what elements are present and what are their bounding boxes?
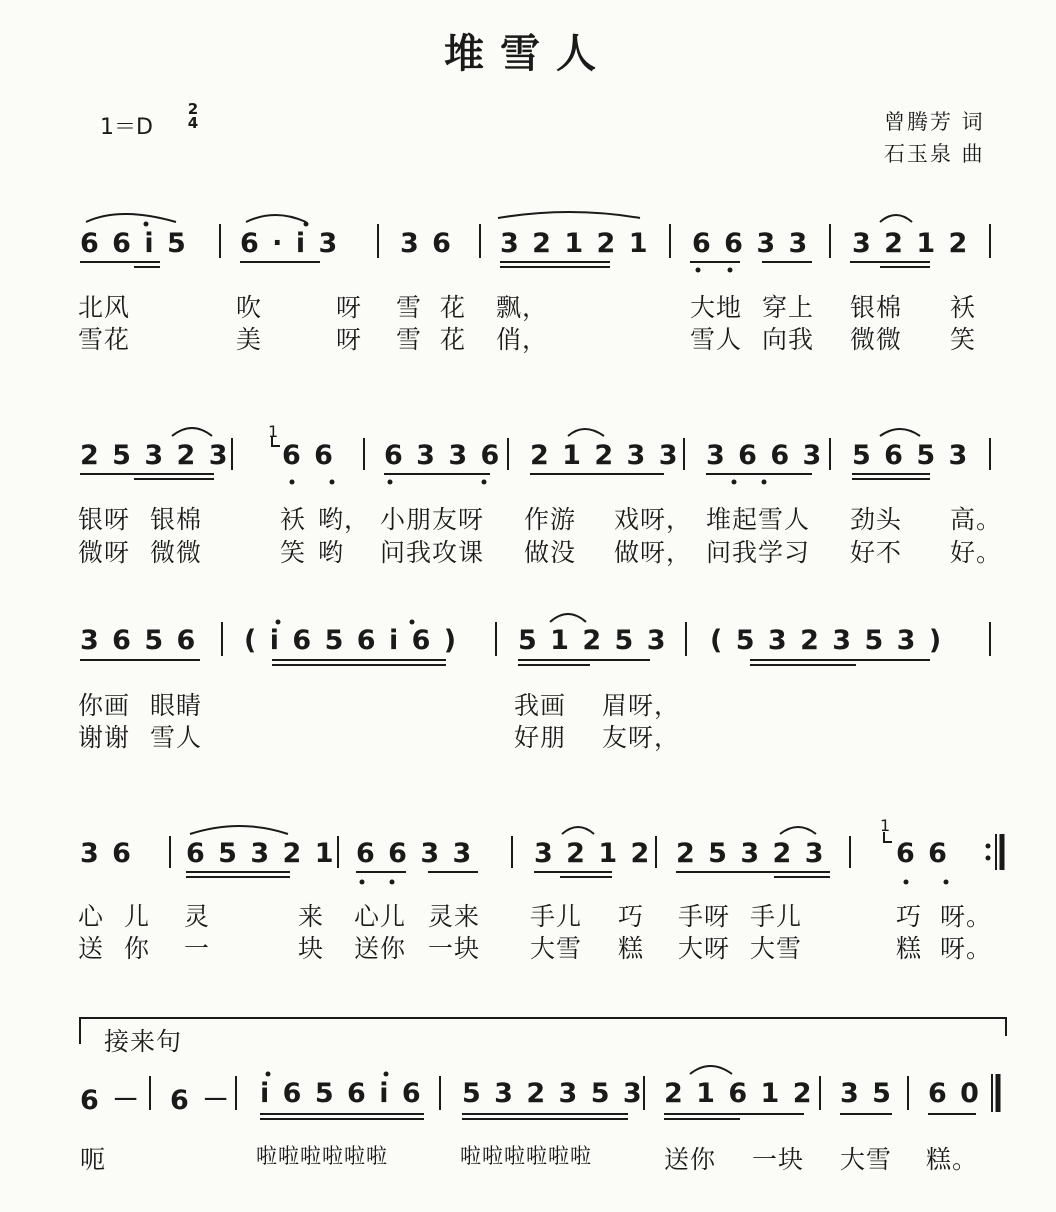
row1-lyric1-w4: 雪 <box>396 293 423 322</box>
slur <box>690 1066 732 1074</box>
row3-lyric2-w1: 谢谢 <box>78 723 131 752</box>
row3-measure3: 5 1 2 5 3 <box>518 625 668 656</box>
row2-lyric2-w10: 好。 <box>950 538 1003 567</box>
composer-credit: 石玉泉 曲 <box>884 142 985 166</box>
row2-lyric2-w4: 哟 <box>318 538 345 567</box>
row4-lyric2-w7: 大雪 <box>530 934 583 963</box>
row1-lyric2-w2: 美 <box>236 325 263 354</box>
row2-lyric2-w6: 做没 <box>524 538 577 567</box>
row5-measure1: 6 － <box>80 1085 142 1116</box>
slur <box>568 429 604 436</box>
grace-note-1: 1 <box>268 422 279 441</box>
row4-lyric1-w5: 心儿 <box>354 902 407 931</box>
time-signature-bottom: 4 <box>187 114 199 132</box>
slur <box>550 614 586 622</box>
row3-measure1: 3 6 5 6 <box>80 625 198 656</box>
low-octave-dot <box>330 480 335 485</box>
row1-lyric2-w8: 向我 <box>762 325 815 354</box>
row3-lyric1-w1: 你画 <box>78 691 131 720</box>
row3-measure4: ( 5 3 2 3 5 3 ) <box>710 625 944 656</box>
row2-measure1: 2 5 3 2 3 <box>80 440 230 471</box>
row2-measure2: 6 6 <box>282 440 335 471</box>
row4-lyric1-w9: 手呀 <box>678 902 731 931</box>
row4-measure1: 3 6 <box>80 838 133 869</box>
row1-lyric2-w10: 笑 <box>950 325 977 354</box>
octave-dot <box>144 222 149 227</box>
row2-lyric1-w7: 戏呀， <box>614 505 693 534</box>
low-octave-dot <box>290 480 295 485</box>
row3-lyric2-w2: 雪人 <box>150 723 203 752</box>
low-octave-dot <box>360 880 365 885</box>
row1-lyric2-w9: 微微 <box>850 325 903 354</box>
ending-bracket <box>80 1018 1006 1044</box>
row2-lyric2-w3: 笑 <box>280 538 307 567</box>
octave-dot <box>384 1072 389 1077</box>
row4-lyric2-w2: 你 <box>124 934 151 963</box>
row1-measure2: 6 · i 3 <box>240 228 340 259</box>
low-octave-dot <box>732 480 737 485</box>
row5-lyric-w4: 送你 <box>664 1145 717 1174</box>
row1-lyric1-w6: 飘， <box>496 293 549 322</box>
row4-lyric2-w8: 糕 <box>618 934 645 963</box>
row2-lyric1-w3: 袄 <box>280 505 307 534</box>
row2-lyric1-w1: 银呀 <box>78 505 131 534</box>
low-octave-dot <box>388 480 393 485</box>
row4-lyric1-w10: 手儿 <box>750 902 803 931</box>
slur <box>86 214 176 222</box>
low-octave-dot <box>944 880 949 885</box>
row4-lyric1-w12: 呀。 <box>940 902 993 931</box>
row1-lyric2-w6: 俏， <box>496 325 549 354</box>
song-title: 堆雪人 <box>444 30 612 77</box>
row1-lyric2-w1: 雪花 <box>78 325 131 354</box>
row2-measure4: 2 1 2 3 3 <box>530 440 680 471</box>
row5-lyric-w2: 啦啦啦啦啦啦 <box>256 1144 388 1168</box>
row2-measure5: 3 6 6 3 <box>706 440 824 471</box>
row4-measure2: 6 5 3 2 1 <box>186 838 336 869</box>
row4-lyric2-w1: 送 <box>78 934 105 963</box>
row1-lyric1-w9: 银棉 <box>850 293 903 322</box>
row4-lyric2-w3: 一 <box>184 934 211 963</box>
row5-measure5: 2 1 6 1 2 <box>664 1078 814 1109</box>
row5-lyric-w5: 一块 <box>752 1145 805 1174</box>
row3-lyric2-w4: 友呀， <box>602 723 681 752</box>
low-octave-dot <box>390 880 395 885</box>
ending-label: 接来句 <box>104 1027 183 1056</box>
row1-lyric2-w4: 雪 <box>396 325 423 354</box>
octave-dot <box>304 222 309 227</box>
row4-lyric1-w6: 灵来 <box>428 902 481 931</box>
row2-lyric1-w6: 作游 <box>524 505 577 534</box>
slur <box>246 215 306 222</box>
slur <box>190 826 288 834</box>
low-octave-dot <box>696 268 701 273</box>
row5-measure6: 3 5 <box>840 1078 893 1109</box>
row5-measure7: 6 0 <box>928 1078 981 1109</box>
slur <box>780 827 816 834</box>
row3-lyric1-w2: 眼睛 <box>150 691 203 720</box>
row1-measure5: 6 6 3 3 <box>692 228 810 259</box>
row3-lyric1-w3: 我画 <box>514 691 567 720</box>
octave-dot <box>410 620 415 625</box>
row2-lyric1-w9: 劲头 <box>850 505 903 534</box>
row4-lyric1-w1: 心 <box>78 902 105 931</box>
key-signature: 1＝D <box>100 115 153 140</box>
slur <box>172 428 212 436</box>
row2-lyric1-w10: 高。 <box>950 505 1003 534</box>
row3-lyric2-w3: 好朋 <box>514 723 567 752</box>
row4-lyric2-w9: 大呀 <box>678 934 731 963</box>
row2-lyric2-w9: 好不 <box>850 538 903 567</box>
row1-lyric2-w7: 雪人 <box>690 325 743 354</box>
row4-lyric1-w7: 手儿 <box>530 902 583 931</box>
row5-lyric-w3: 啦啦啦啦啦啦 <box>460 1144 592 1168</box>
row3-lyric1-w4: 眉呀， <box>602 691 681 720</box>
row2-lyric1-w2: 银棉 <box>150 505 203 534</box>
grace-note-2: 1 <box>880 816 891 835</box>
row4-lyric1-w11: 巧 <box>896 902 923 931</box>
octave-dot <box>266 1072 271 1077</box>
row4-lyric1-w3: 灵 <box>184 902 211 931</box>
row4-measure5: 2 5 3 2 3 <box>676 838 826 869</box>
row1-lyric1-w2: 吹 <box>236 293 263 322</box>
row1-lyric2-w3: 呀 <box>336 325 363 354</box>
slur <box>880 215 912 222</box>
row2-lyric2-w7: 做呀， <box>614 538 693 567</box>
repeat-dot <box>986 856 991 861</box>
row4-lyric1-w8: 巧 <box>618 902 645 931</box>
row1-lyric1-w8: 穿上 <box>762 293 815 322</box>
row4-lyric2-w12: 呀。 <box>940 934 993 963</box>
row2-lyric2-w2: 微微 <box>150 538 203 567</box>
row4-measure3: 6 6 3 3 <box>356 838 474 869</box>
row3-measure2: ( i 6 5 6 i 6 ) <box>244 625 459 656</box>
row4-lyric2-w4: 块 <box>298 934 325 963</box>
row2-lyric1-w8: 堆起雪人 <box>706 505 811 534</box>
row1-lyric1-w1: 北风 <box>78 293 131 322</box>
row5-lyric-w6: 大雪 <box>840 1145 893 1174</box>
row4-measure4: 3 2 1 2 <box>534 838 652 869</box>
row5-measure4: 5 3 2 3 5 3 <box>462 1078 644 1109</box>
slur <box>562 827 594 834</box>
row1-lyric2-w5: 花 <box>440 325 467 354</box>
low-octave-dot <box>728 268 733 273</box>
repeat-dot <box>986 844 991 849</box>
row4-lyric1-w2: 儿 <box>124 902 151 931</box>
row2-measure6: 5 6 5 3 <box>852 440 970 471</box>
row1-measure1: 6 6 i 5 <box>80 228 188 259</box>
row1-measure6: 3 2 1 2 <box>852 228 970 259</box>
row5-measure2: 6 － <box>170 1085 232 1116</box>
row1-lyric1-w3: 呀 <box>336 293 363 322</box>
row5-lyric-w7: 糕。 <box>926 1145 979 1174</box>
row2-lyric2-w8: 问我学习 <box>706 538 811 567</box>
slur <box>498 212 640 218</box>
low-octave-dot <box>762 480 767 485</box>
row1-measure3: 3 6 <box>400 228 453 259</box>
slur <box>880 429 920 436</box>
lyricist-credit: 曾腾芳 词 <box>884 110 985 134</box>
octave-dot <box>276 620 281 625</box>
row5-measure3: i 6 5 6 i 6 <box>260 1078 423 1109</box>
row1-lyric1-w10: 袄 <box>950 293 977 322</box>
row4-lyric2-w5: 送你 <box>354 934 407 963</box>
row1-lyric1-w7: 大地 <box>690 293 743 322</box>
row4-lyric2-w6: 一块 <box>428 934 481 963</box>
row2-lyric1-w5: 小朋友呀 <box>380 505 485 534</box>
row2-lyric2-w1: 微呀 <box>78 538 131 567</box>
row1-lyric1-w5: 花 <box>440 293 467 322</box>
row1-measure4: 3 2 1 2 1 <box>500 228 650 259</box>
row2-lyric2-w5: 问我攻课 <box>380 538 485 567</box>
row2-measure3: 6 3 3 6 <box>384 440 502 471</box>
low-octave-dot <box>904 880 909 885</box>
row4-measure6: 6 6 <box>896 838 949 869</box>
low-octave-dot <box>482 480 487 485</box>
row4-lyric2-w10: 大雪 <box>750 934 803 963</box>
row5-lyric-w1: 呃 <box>80 1145 107 1174</box>
time-signature-top: 2 <box>187 100 199 118</box>
row4-lyric2-w11: 糕 <box>896 934 923 963</box>
row4-lyric1-w4: 来 <box>298 902 325 931</box>
row2-lyric1-w4: 哟， <box>318 505 371 534</box>
